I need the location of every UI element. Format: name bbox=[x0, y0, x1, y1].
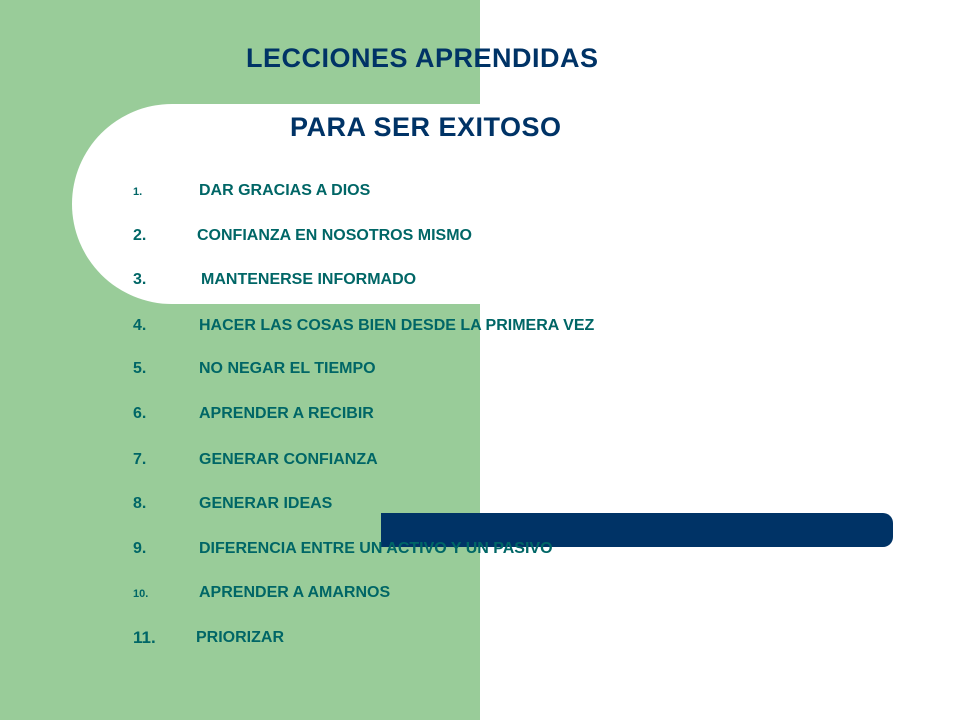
list-item-number: 10. bbox=[133, 588, 149, 600]
list-item-text: GENERAR CONFIANZA bbox=[199, 451, 378, 468]
list-item-number: 1. bbox=[133, 186, 143, 198]
list-item-text: GENERAR IDEAS bbox=[199, 495, 333, 512]
list-item-number: 5. bbox=[133, 360, 147, 377]
list-item-number: 4. bbox=[133, 317, 147, 334]
list-item-number: 6. bbox=[133, 405, 147, 422]
list-item-text: NO NEGAR EL TIEMPO bbox=[199, 360, 376, 377]
list-item-text: APRENDER A RECIBIR bbox=[199, 405, 374, 422]
list-item-text: CONFIANZA EN NOSOTROS MISMO bbox=[197, 227, 472, 244]
list-item-text: HACER LAS COSAS BIEN DESDE LA PRIMERA VEZ bbox=[199, 317, 595, 334]
list-item-number: 8. bbox=[133, 495, 147, 512]
slide-subtitle: PARA SER EXITOSO bbox=[290, 112, 562, 142]
list-item-number: 2. bbox=[133, 227, 147, 244]
list-item-text: DIFERENCIA ENTRE UN ACTIVO Y UN PASIVO bbox=[199, 540, 553, 557]
list-item-number: 7. bbox=[133, 451, 147, 468]
list-item-text: PRIORIZAR bbox=[196, 629, 284, 646]
list-item-text: MANTENERSE INFORMADO bbox=[201, 271, 417, 288]
list-item-text: DAR GRACIAS A DIOS bbox=[199, 182, 371, 199]
slide-title: LECCIONES APRENDIDAS bbox=[246, 43, 599, 73]
list-item-text: APRENDER A AMARNOS bbox=[199, 584, 391, 601]
list-item-number: 3. bbox=[133, 271, 147, 288]
list-item-number: 9. bbox=[133, 540, 147, 557]
list-item-number: 11. bbox=[133, 628, 156, 647]
